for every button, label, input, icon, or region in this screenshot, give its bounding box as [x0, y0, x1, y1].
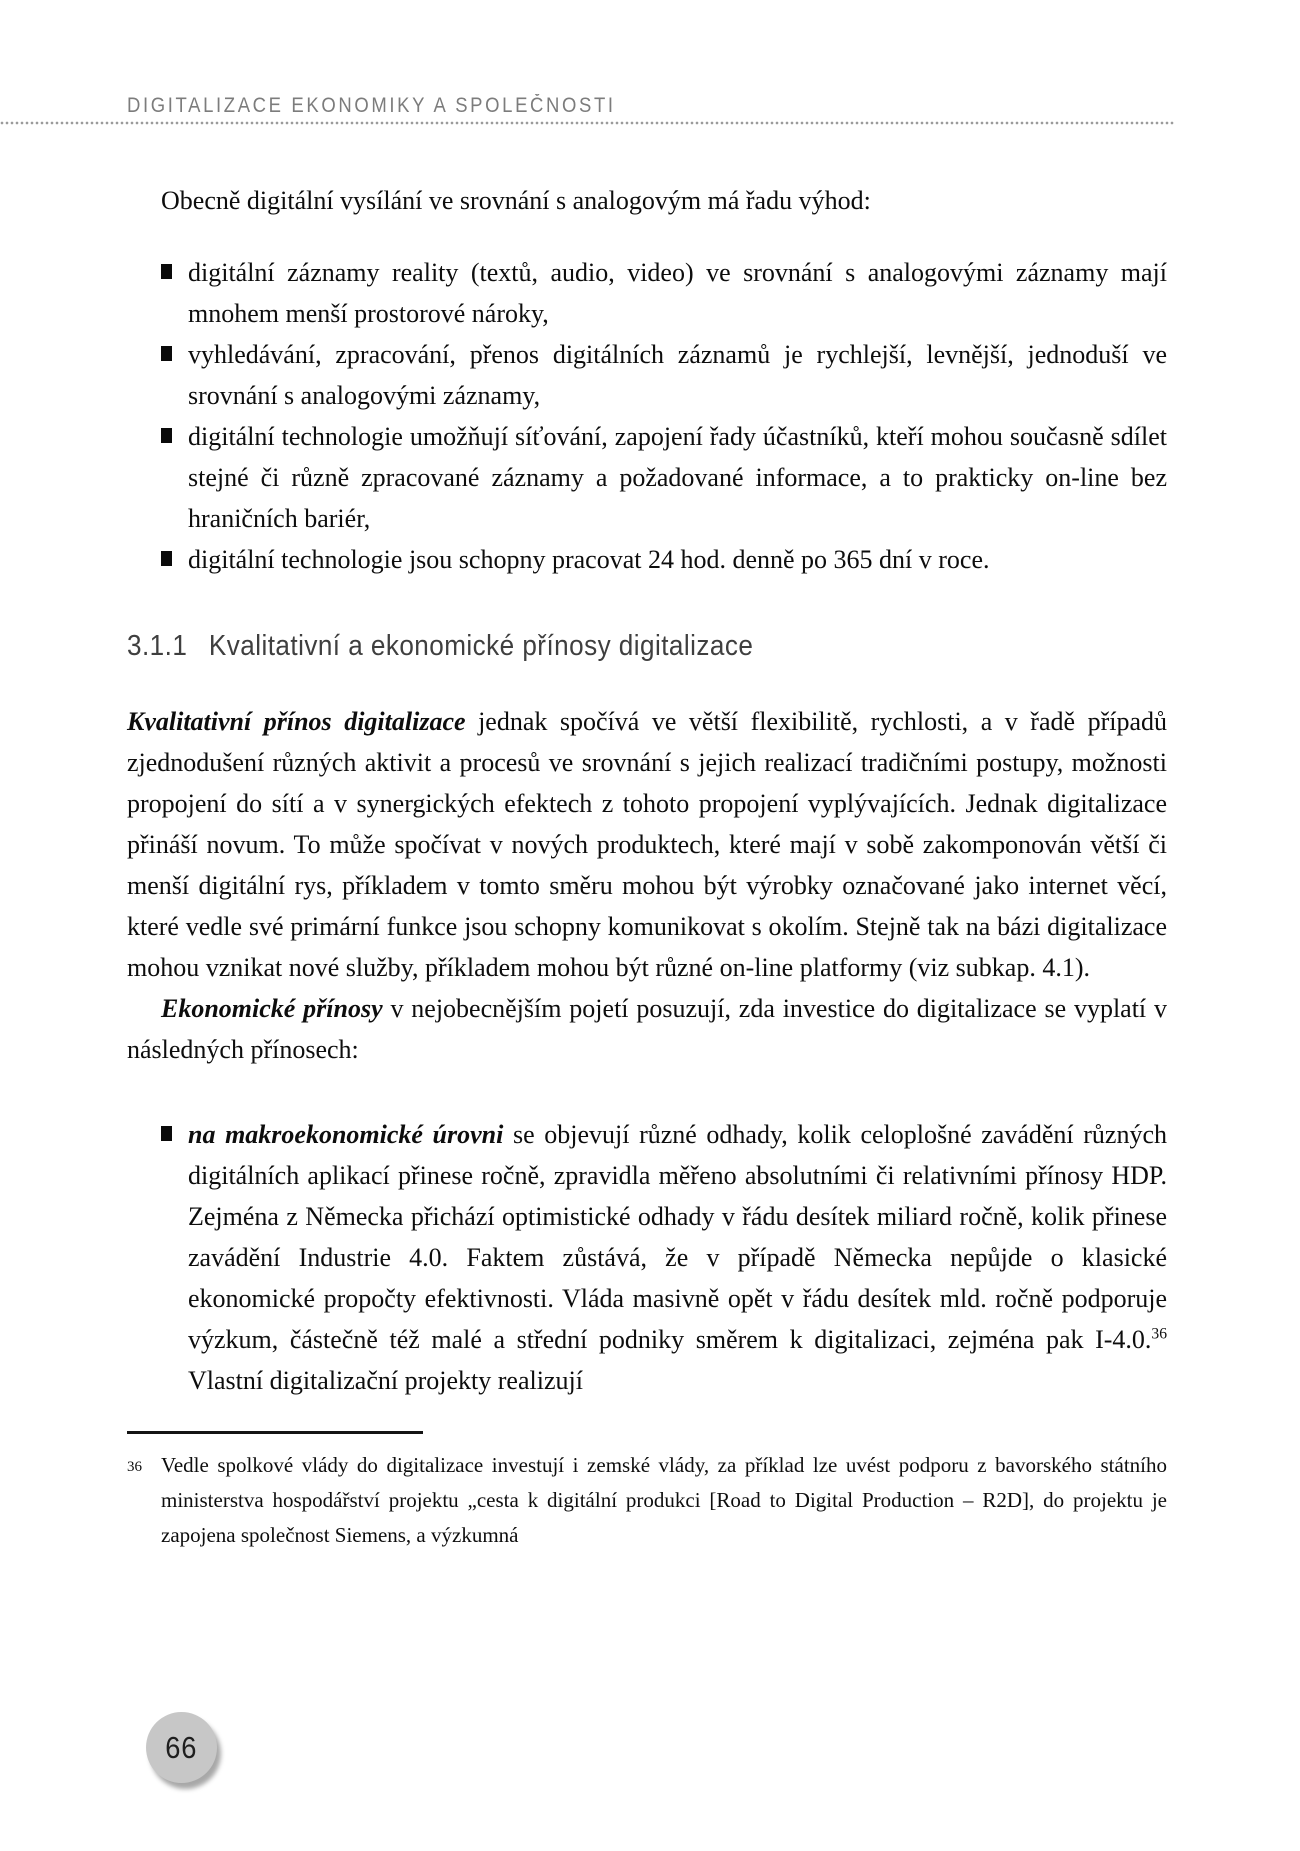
page-number-badge — [146, 1712, 217, 1783]
list-item — [161, 1114, 1167, 1401]
list-item — [161, 334, 1167, 416]
section-title: Kvalitativní a ekonomické přínosy digitalizace — [208, 630, 754, 662]
footnote-ref-marker: 36 — [1151, 1325, 1167, 1343]
text-column — [127, 180, 1167, 1553]
paragraph-economic — [127, 988, 1167, 1070]
square-bullet-icon — [161, 264, 172, 279]
page-number: 66 — [165, 1729, 198, 1765]
bullet-text-after-ref: Vlastní digitalizační projekty realizují — [188, 1366, 583, 1395]
running-head: DIGITALIZACE EKONOMIKY A SPOLEČNOSTI — [127, 94, 616, 117]
intro-paragraph: Obecně digitální vysílání ve srovnání s analogovým má řadu výhod: — [161, 186, 871, 215]
square-bullet-icon — [161, 1126, 172, 1141]
bullet-text-before-ref: se objevují různé odhady, kolik celoplošné zavádění různých digitálních aplikací přinese ročně, zpravidla měřeno absolutními či relativními přínosy HDP. Zejména z Německa přichází optimistické odhady v řádu desítek miliard ročně, kolik přinese zavádění Industrie 4.0. Faktem zůstává, že v případě Německa nepůjde o klasické ekonomické propočty efektivnosti. Vláda masivně opět v řádu desítek mld. ročně podporuje výzkum, částečně též malé a střední podniky směrem k digitalizaci, zejména pak I-4.0. — [188, 1120, 1167, 1354]
section-heading — [127, 626, 1063, 667]
list-item-text — [188, 1114, 1167, 1401]
benefits-list — [161, 252, 1167, 580]
footnote-number: 36 — [127, 1459, 142, 1475]
paragraph-text: v nejobecnějším pojetí posuzují, zda investice do digitalizace se vyplatí v následných přínosech: — [127, 994, 1167, 1064]
list-item-text: digitální záznamy reality (textů, audio, video) ve srovnání s analogovými záznamy mají mnohem menší prostorové nároky, — [188, 258, 1167, 328]
footnote — [127, 1448, 1167, 1553]
list-item — [161, 252, 1167, 334]
list-item — [161, 539, 1167, 580]
paragraph-lead: Kvalitativní přínos digitalizace — [127, 707, 466, 736]
footnote-rule — [127, 1431, 423, 1434]
section-number: 3.1.1 — [127, 630, 188, 662]
macro-bullet-list — [161, 1114, 1167, 1401]
square-bullet-icon — [161, 551, 172, 566]
footnote-block — [127, 1431, 1167, 1553]
list-item-text: vyhledávání, zpracování, přenos digitálních záznamů je rychlejší, levnější, jednoduší ve srovnání s analogovými záznamy, — [188, 340, 1167, 410]
square-bullet-icon — [161, 346, 172, 361]
square-bullet-icon — [161, 428, 172, 443]
list-item-text: digitální technologie jsou schopny pracovat 24 hod. denně po 365 dní v roce. — [188, 545, 990, 574]
dotted-rule — [0, 121, 1174, 126]
bullet-lead: na makroekonomické úrovni — [188, 1120, 504, 1149]
footnote-text: Vedle spolkové vlády do digitalizace investují i zemské vlády, za příklad lze uvést podporu z bavorského státního ministerstva hospodářství projektu „cesta k digitální produkci [Road to Digital Production – R2D], do projektu je zapojena společnost Siemens, a výzkumná — [161, 1453, 1167, 1547]
paragraph-text: jednak spočívá ve větší flexibilitě, rychlosti, a v řadě případů zjednodušení různých aktivit a procesů ve srovnání s jejich realizací tradičními postupy, možnosti propojení do sítí a v synergických efektech z tohoto propojení vyplývajících. Jednak digitalizace přináší novum. To může spočívat v nových produktech, které mají v sobě zakomponován větší či menší digitální rys, příkladem v tomto směru mohou být výrobky označované jako internet věcí, které vedle své primární funkce jsou schopny komunikovat s okolím. Stejně tak na bázi digitalizace mohou vznikat nové služby, příkladem mohou být různé on-line platformy (viz subkap. 4.1). — [127, 707, 1167, 982]
list-item — [161, 416, 1167, 539]
list-item-text: digitální technologie umožňují síťování, zapojení řady účastníků, kteří mohou současně sdílet stejné či různě zpracované záznamy a požadované informace, a to prakticky on-line bez hraničních bariér, — [188, 422, 1167, 533]
paragraph-lead: Ekonomické přínosy — [161, 994, 383, 1023]
paragraph-qualitative — [127, 701, 1167, 988]
